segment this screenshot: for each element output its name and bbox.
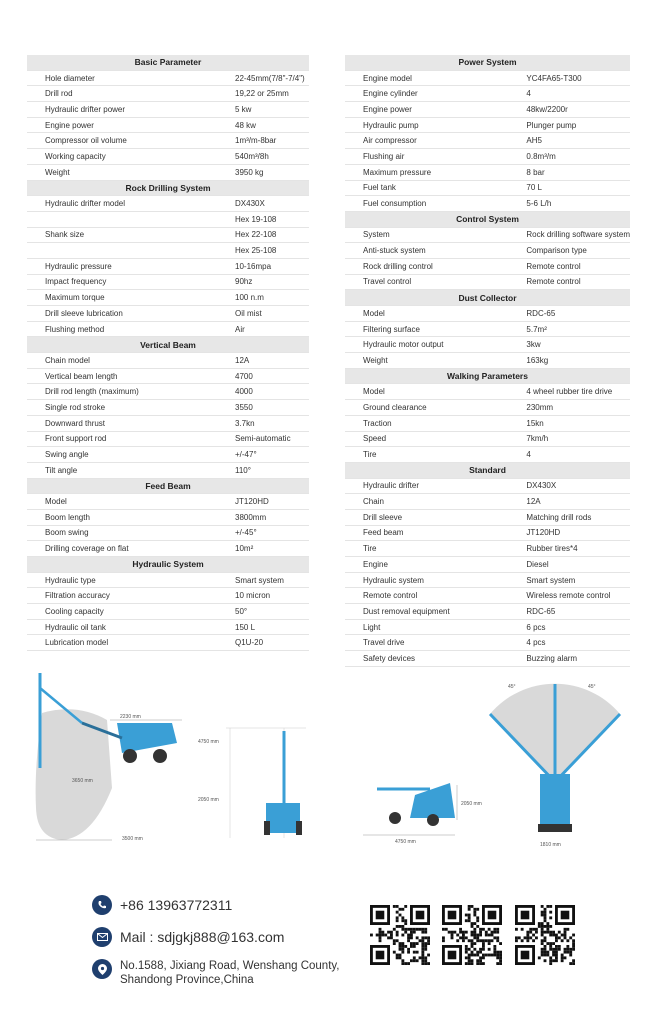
spec-value: Matching drill rods bbox=[508, 509, 630, 525]
spec-label: Dust removal equipment bbox=[345, 604, 508, 620]
spec-row bbox=[27, 604, 309, 620]
spec-row bbox=[27, 462, 309, 478]
spec-value: Q1U-20 bbox=[217, 635, 309, 651]
spec-label: Safety devices bbox=[345, 651, 508, 667]
spec-label: Hydraulic drifter bbox=[345, 478, 508, 494]
section-title: Standard bbox=[345, 462, 630, 478]
spec-value: Remote control bbox=[508, 258, 630, 274]
spec-label: Hydraulic type bbox=[27, 572, 217, 588]
spec-value: 0.8m³/m bbox=[508, 149, 630, 165]
spec-label: Model bbox=[345, 384, 508, 400]
spec-value: Diesel bbox=[508, 557, 630, 573]
spec-label: Chain bbox=[345, 494, 508, 510]
spec-label: Maximum pressure bbox=[345, 164, 508, 180]
phone-row bbox=[92, 895, 340, 915]
spec-row bbox=[27, 384, 309, 400]
dim-1810: 1810 mm bbox=[540, 842, 561, 848]
spec-value: 7km/h bbox=[508, 431, 630, 447]
spec-value: JT120HD bbox=[217, 494, 309, 510]
spec-value: Hex 25-108 bbox=[217, 243, 309, 259]
mail-row bbox=[92, 927, 340, 947]
section-title: Control System bbox=[345, 211, 630, 227]
spec-value: RDC-65 bbox=[508, 306, 630, 322]
spec-row bbox=[345, 400, 630, 416]
section-header bbox=[27, 557, 309, 573]
spec-value: 540m³/8h bbox=[217, 149, 309, 165]
spec-label: Drill rod bbox=[27, 86, 217, 102]
spec-row bbox=[345, 541, 630, 557]
spec-value: Smart system bbox=[217, 572, 309, 588]
spec-label: Filtration accuracy bbox=[27, 588, 217, 604]
dim-4750-vertical: 4750 mm bbox=[198, 739, 219, 745]
spec-label: Boom swing bbox=[27, 525, 217, 541]
spec-row bbox=[27, 572, 309, 588]
spec-row bbox=[27, 133, 309, 149]
spec-row bbox=[27, 509, 309, 525]
spec-label: Hole diameter bbox=[27, 70, 217, 86]
spec-row bbox=[345, 196, 630, 212]
phone-number[interactable]: +86 13963772311 bbox=[120, 897, 233, 913]
spec-row bbox=[345, 478, 630, 494]
spec-label: Hydraulic drifter power bbox=[27, 102, 217, 118]
spec-value: Smart system bbox=[508, 572, 630, 588]
spec-row bbox=[345, 604, 630, 620]
spec-value: Wireless remote control bbox=[508, 588, 630, 604]
spec-label: Single rod stroke bbox=[27, 400, 217, 416]
spec-value: Semi-automatic bbox=[217, 431, 309, 447]
spec-row bbox=[27, 321, 309, 337]
spec-value: 1m³/m-8bar bbox=[217, 133, 309, 149]
spec-label: Chain model bbox=[27, 353, 217, 369]
spec-row bbox=[27, 494, 309, 510]
spec-row bbox=[345, 180, 630, 196]
spec-label: Drilling coverage on flat bbox=[27, 541, 217, 557]
spec-row bbox=[27, 149, 309, 165]
spec-row bbox=[27, 227, 309, 243]
spec-row bbox=[345, 274, 630, 290]
spec-row bbox=[27, 306, 309, 322]
spec-label: Hydraulic pump bbox=[345, 117, 508, 133]
spec-row bbox=[345, 102, 630, 118]
spec-value: 4 bbox=[508, 86, 630, 102]
spec-row bbox=[27, 619, 309, 635]
spec-row bbox=[27, 117, 309, 133]
spec-label: Swing angle bbox=[27, 447, 217, 463]
spec-row bbox=[345, 415, 630, 431]
section-title: Feed Beam bbox=[27, 478, 309, 494]
spec-value: 3550 bbox=[217, 400, 309, 416]
spec-label: Impact frequency bbox=[27, 274, 217, 290]
spec-label: Hydraulic pressure bbox=[27, 258, 217, 274]
section-header bbox=[27, 478, 309, 494]
spec-label: Flushing method bbox=[27, 321, 217, 337]
spec-label: Cooling capacity bbox=[27, 604, 217, 620]
spec-value: Plunger pump bbox=[508, 117, 630, 133]
spec-row bbox=[345, 651, 630, 667]
top-view-swing-drawing bbox=[470, 674, 640, 852]
spec-value: 48 kw bbox=[217, 117, 309, 133]
section-title: Dust Collector bbox=[345, 290, 630, 306]
spec-value: Remote control bbox=[508, 274, 630, 290]
dim-4750-travel: 4750 mm bbox=[395, 839, 416, 845]
spec-label: Shank size bbox=[27, 227, 217, 243]
spec-value: Air bbox=[217, 321, 309, 337]
spec-row bbox=[345, 353, 630, 369]
spec-label: Ground clearance bbox=[345, 400, 508, 416]
spec-value: 10m² bbox=[217, 541, 309, 557]
dim-3650: 3650 mm bbox=[72, 778, 93, 784]
spec-value: DX430X bbox=[217, 196, 309, 212]
front-view-drawing bbox=[196, 723, 316, 843]
spec-row bbox=[345, 384, 630, 400]
section-header bbox=[27, 55, 309, 70]
right-spec-table bbox=[345, 55, 630, 667]
spec-row bbox=[345, 149, 630, 165]
spec-value: 70 L bbox=[508, 180, 630, 196]
spec-row bbox=[345, 494, 630, 510]
spec-row bbox=[345, 306, 630, 322]
spec-row bbox=[345, 86, 630, 102]
side-view-coverage-drawing bbox=[22, 668, 192, 848]
spec-label: Tilt angle bbox=[27, 462, 217, 478]
spec-row bbox=[27, 353, 309, 369]
dim-2050-travel: 2050 mm bbox=[461, 801, 482, 807]
spec-label: Travel drive bbox=[345, 635, 508, 651]
spec-row bbox=[27, 102, 309, 118]
spec-row bbox=[27, 415, 309, 431]
spec-label: Feed beam bbox=[345, 525, 508, 541]
spec-label: Maximum torque bbox=[27, 290, 217, 306]
spec-label bbox=[27, 211, 217, 227]
spec-label: Downward thrust bbox=[27, 415, 217, 431]
spec-row bbox=[345, 525, 630, 541]
spec-label: Engine power bbox=[345, 102, 508, 118]
spec-row bbox=[345, 447, 630, 463]
spec-value: Rock drilling software system bbox=[508, 227, 630, 243]
spec-value: 5.7m² bbox=[508, 321, 630, 337]
address-row bbox=[92, 959, 340, 987]
section-title: Vertical Beam bbox=[27, 337, 309, 353]
spec-label: Flushing air bbox=[345, 149, 508, 165]
spec-value: YC4FA65-T300 bbox=[508, 70, 630, 86]
spec-label: Light bbox=[345, 619, 508, 635]
spec-row bbox=[345, 337, 630, 353]
spec-row bbox=[27, 525, 309, 541]
qr-code-1[interactable] bbox=[370, 905, 430, 965]
spec-value: 230mm bbox=[508, 400, 630, 416]
spec-value: DX430X bbox=[508, 478, 630, 494]
spec-value: 110° bbox=[217, 462, 309, 478]
spec-label: Remote control bbox=[345, 588, 508, 604]
spec-row bbox=[27, 447, 309, 463]
spec-value: Hex 19-108 bbox=[217, 211, 309, 227]
spec-value: 4 bbox=[508, 447, 630, 463]
section-header bbox=[345, 55, 630, 70]
spec-value: 163kg bbox=[508, 353, 630, 369]
spec-label: Vertical beam length bbox=[27, 368, 217, 384]
section-title: Hydraulic System bbox=[27, 557, 309, 573]
spec-value: Hex 22-108 bbox=[217, 227, 309, 243]
spec-label: Compressor oil volume bbox=[27, 133, 217, 149]
spec-label: Drill rod length (maximum) bbox=[27, 384, 217, 400]
spec-table bbox=[345, 55, 630, 667]
spec-value: 12A bbox=[508, 494, 630, 510]
mail-address[interactable]: Mail : sdjgkj888@163.com bbox=[120, 929, 285, 945]
spec-label: Traction bbox=[345, 415, 508, 431]
spec-row bbox=[27, 635, 309, 651]
spec-label: Hydraulic system bbox=[345, 572, 508, 588]
spec-row bbox=[345, 227, 630, 243]
spec-row bbox=[27, 258, 309, 274]
spec-row bbox=[345, 635, 630, 651]
spec-row bbox=[27, 290, 309, 306]
spec-value: Oil mist bbox=[217, 306, 309, 322]
spec-value: 90hz bbox=[217, 274, 309, 290]
swing-angle-right: 45° bbox=[588, 684, 596, 690]
spec-label: Working capacity bbox=[27, 149, 217, 165]
spec-row bbox=[27, 211, 309, 227]
mail-icon bbox=[92, 927, 112, 947]
spec-label: Weight bbox=[345, 353, 508, 369]
spec-value: RDC-65 bbox=[508, 604, 630, 620]
spec-label: Engine model bbox=[345, 70, 508, 86]
spec-label: Engine power bbox=[27, 117, 217, 133]
spec-row bbox=[345, 70, 630, 86]
spec-row bbox=[345, 572, 630, 588]
qr-code-wechat[interactable] bbox=[442, 905, 502, 965]
spec-label: Rock drilling control bbox=[345, 258, 508, 274]
spec-label: Hydraulic drifter model bbox=[27, 196, 217, 212]
spec-label: Model bbox=[345, 306, 508, 322]
section-title: Basic Parameter bbox=[27, 55, 309, 70]
contact-block bbox=[92, 895, 340, 999]
spec-row bbox=[27, 86, 309, 102]
spec-value: 4000 bbox=[217, 384, 309, 400]
dim-3500: 3500 mm bbox=[122, 836, 143, 842]
spec-row bbox=[27, 588, 309, 604]
location-pin-icon bbox=[92, 959, 112, 979]
spec-label: Engine bbox=[345, 557, 508, 573]
spec-value: 4700 bbox=[217, 368, 309, 384]
spec-row bbox=[345, 243, 630, 259]
spec-value: 4 wheel rubber tire drive bbox=[508, 384, 630, 400]
spec-value: 8 bar bbox=[508, 164, 630, 180]
section-header bbox=[27, 180, 309, 196]
spec-value: 15kn bbox=[508, 415, 630, 431]
spec-label: Hydraulic motor output bbox=[345, 337, 508, 353]
swing-angle-left: 45° bbox=[508, 684, 516, 690]
address-line-2: Shandong Province,China bbox=[120, 974, 254, 986]
spec-row bbox=[27, 368, 309, 384]
spec-row bbox=[27, 400, 309, 416]
section-header bbox=[345, 368, 630, 384]
spec-label: Travel control bbox=[345, 274, 508, 290]
spec-value: 100 n.m bbox=[217, 290, 309, 306]
spec-label: Air compressor bbox=[345, 133, 508, 149]
spec-row bbox=[345, 431, 630, 447]
spec-row bbox=[345, 619, 630, 635]
spec-label: Weight bbox=[27, 164, 217, 180]
spec-label: Anti-stuck system bbox=[345, 243, 508, 259]
spec-row bbox=[27, 243, 309, 259]
section-header bbox=[27, 337, 309, 353]
spec-value: 3.7kn bbox=[217, 415, 309, 431]
dim-2050-vertical: 2050 mm bbox=[198, 797, 219, 803]
spec-value: 12A bbox=[217, 353, 309, 369]
section-header bbox=[345, 290, 630, 306]
spec-value: AH5 bbox=[508, 133, 630, 149]
spec-row bbox=[345, 133, 630, 149]
spec-value: 3kw bbox=[508, 337, 630, 353]
spec-label: Model bbox=[27, 494, 217, 510]
spec-row bbox=[345, 117, 630, 133]
spec-value: +/-47° bbox=[217, 447, 309, 463]
spec-value: 5-6 L/h bbox=[508, 196, 630, 212]
spec-table bbox=[27, 55, 309, 651]
section-header bbox=[345, 462, 630, 478]
spec-value: 150 L bbox=[217, 619, 309, 635]
spec-value: Rubber tires*4 bbox=[508, 541, 630, 557]
spec-label: Drill sleeve lubrication bbox=[27, 306, 217, 322]
spec-row bbox=[27, 164, 309, 180]
spec-label: Engine cylinder bbox=[345, 86, 508, 102]
section-header bbox=[345, 211, 630, 227]
spec-value: 48kw/2200r bbox=[508, 102, 630, 118]
spec-value: 3800mm bbox=[217, 509, 309, 525]
spec-value: 19,22 or 25mm bbox=[217, 86, 309, 102]
spec-value: +/-45° bbox=[217, 525, 309, 541]
spec-row bbox=[27, 431, 309, 447]
address-line-1: No.1588, Jixiang Road, Wenshang County, bbox=[120, 960, 340, 972]
spec-row bbox=[27, 70, 309, 86]
dim-2230: 2230 mm bbox=[120, 714, 141, 720]
left-spec-table bbox=[27, 55, 309, 651]
phone-icon bbox=[92, 895, 112, 915]
spec-value: JT120HD bbox=[508, 525, 630, 541]
spec-row bbox=[27, 541, 309, 557]
spec-row bbox=[27, 196, 309, 212]
spec-label: Boom length bbox=[27, 509, 217, 525]
spec-row bbox=[345, 258, 630, 274]
spec-label: Filtering surface bbox=[345, 321, 508, 337]
spec-label: Fuel consumption bbox=[345, 196, 508, 212]
spec-label: Front support rod bbox=[27, 431, 217, 447]
spec-label: Tire bbox=[345, 447, 508, 463]
section-title: Walking Parameters bbox=[345, 368, 630, 384]
postal-address bbox=[120, 959, 340, 987]
spec-value: 5 kw bbox=[217, 102, 309, 118]
spec-label: System bbox=[345, 227, 508, 243]
spec-row bbox=[345, 588, 630, 604]
spec-value: 4 pcs bbox=[508, 635, 630, 651]
spec-label: Hydraulic oil tank bbox=[27, 619, 217, 635]
spec-row bbox=[345, 557, 630, 573]
spec-label: Tire bbox=[345, 541, 508, 557]
spec-row bbox=[345, 509, 630, 525]
spec-row bbox=[27, 274, 309, 290]
section-title: Rock Drilling System bbox=[27, 180, 309, 196]
qr-code-whatsapp[interactable] bbox=[515, 905, 575, 965]
spec-label: Fuel tank bbox=[345, 180, 508, 196]
spec-label: Lubrication model bbox=[27, 635, 217, 651]
spec-value: 3950 kg bbox=[217, 164, 309, 180]
spec-value: 22-45mm(7/8"-7/4") bbox=[217, 70, 309, 86]
spec-row bbox=[345, 164, 630, 180]
machine-drawings bbox=[0, 668, 667, 853]
spec-value: Comparison type bbox=[508, 243, 630, 259]
spec-value: 50° bbox=[217, 604, 309, 620]
spec-row bbox=[345, 321, 630, 337]
spec-value: 10 micron bbox=[217, 588, 309, 604]
section-title: Power System bbox=[345, 55, 630, 70]
spec-value: 6 pcs bbox=[508, 619, 630, 635]
spec-value: Buzzing alarm bbox=[508, 651, 630, 667]
spec-label: Speed bbox=[345, 431, 508, 447]
spec-label bbox=[27, 243, 217, 259]
spec-label: Drill sleeve bbox=[345, 509, 508, 525]
spec-value: 10-16mpa bbox=[217, 258, 309, 274]
